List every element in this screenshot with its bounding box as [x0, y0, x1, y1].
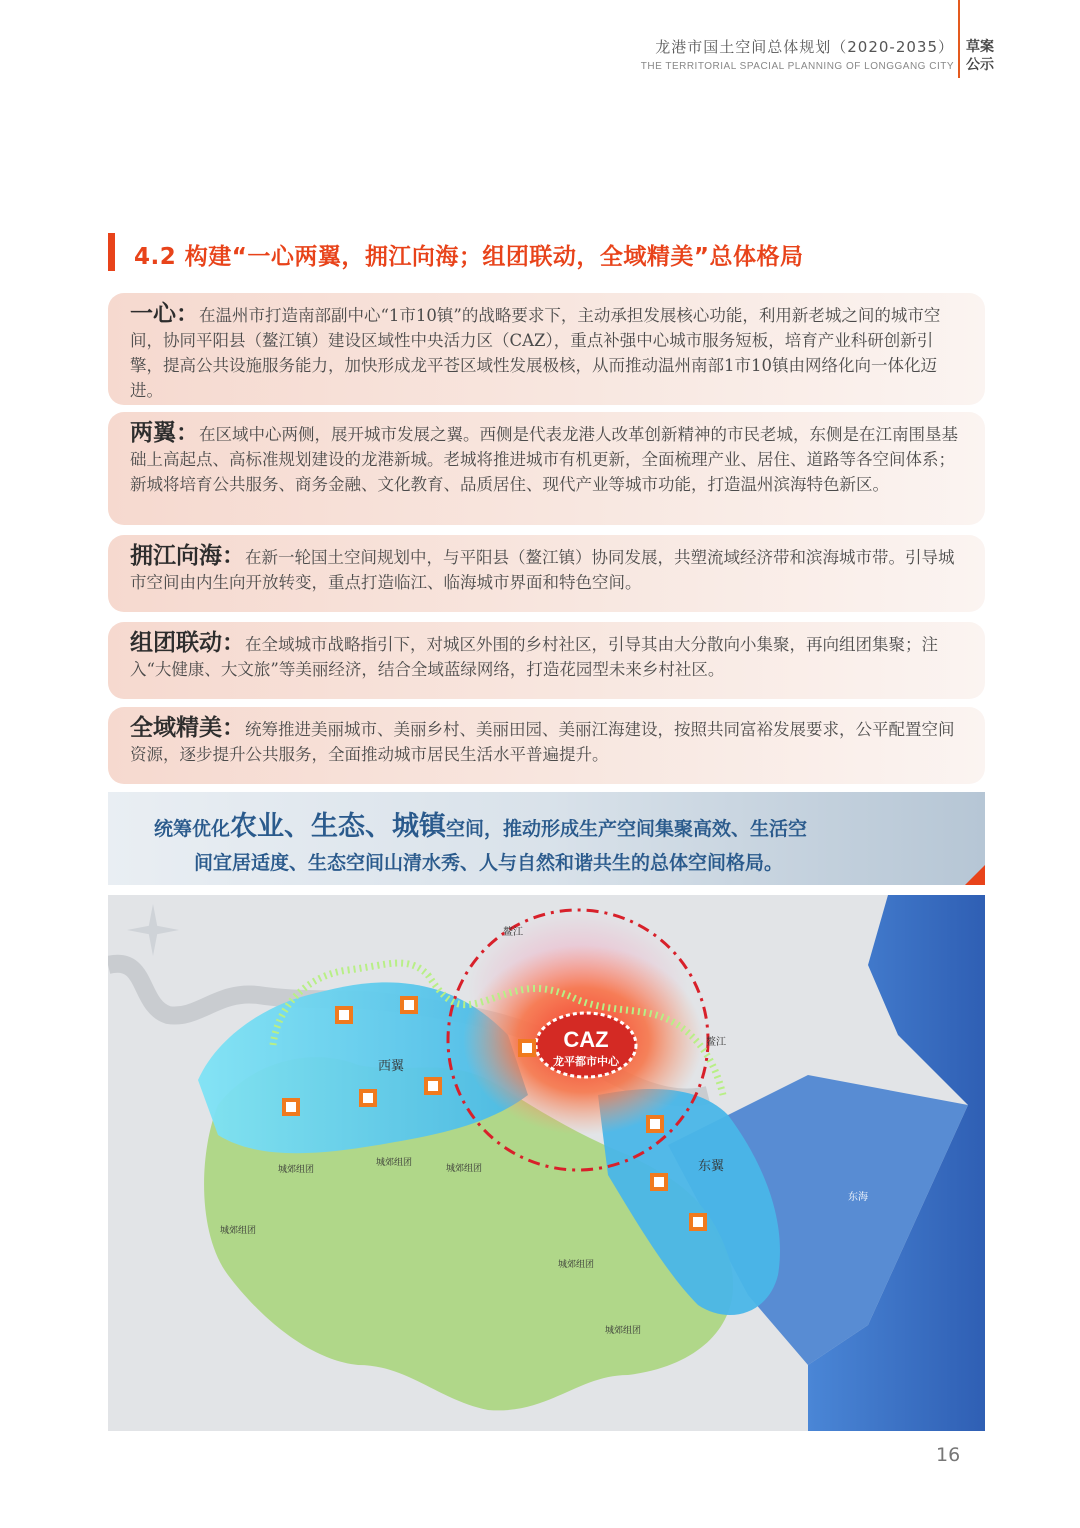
draft-badge [966, 38, 994, 74]
node-marker [652, 1175, 666, 1189]
page-number: 16 [936, 1444, 961, 1466]
suburb-label: 城郊组团 [446, 1164, 483, 1174]
caz-sub-label: 龙平都市中心 [553, 1055, 619, 1068]
header-title-en: THE TERRITORIAL SPACIAL PLANNING OF LONGGANG CITY [640, 61, 954, 72]
strategy-box-cluster-link [108, 622, 985, 699]
suburb-label: 城郊组团 [220, 1226, 257, 1236]
badge-line-1: 草案 [966, 39, 994, 55]
river-label: 鳌江 [503, 927, 523, 938]
strategy-text: 在全域城市战略指引下，对城区外围的乡村社区，引导其由大分散向小集聚，再向组团集聚；注入“大健康、大文旅”等美丽经济，结合全域蓝绿网络，打造花园型未来乡村社区。 [130, 635, 938, 679]
suburb-label: 城郊组团 [376, 1158, 413, 1168]
strategy-paragraph [130, 543, 961, 595]
strategy-paragraph [130, 420, 961, 497]
summary-banner [108, 792, 985, 885]
node-marker [520, 1041, 534, 1055]
map-svg [108, 895, 985, 1431]
strategy-keyword: 全域精美： [130, 714, 245, 741]
suburb-label: 城郊组团 [605, 1326, 642, 1336]
section-marker [108, 233, 115, 271]
caz-label: CAZ [563, 1027, 609, 1052]
node-marker [426, 1079, 440, 1093]
strategy-keyword: 两翼： [130, 419, 199, 446]
banner-pre: 统筹优化 [154, 818, 231, 840]
strategy-text: 在区域中心两侧，展开城市发展之翼。西侧是代表龙港人改革创新精神的市民老城，东侧是在江南围垦基础上高起点、高标准规划建设的龙港新城。老城将推进城市有机更新，全面梳理产业、居住、道路等各空间体系；新城将培育公共服务、商务金融、文化教育、品质居住、现代产业等城市功能，打造温州滨海特色新区。 [130, 425, 958, 494]
banner-post: 空间，推动形成生产空间集聚高效、生活空 [446, 818, 808, 840]
strategy-keyword: 组团联动： [130, 629, 245, 656]
strategy-box-one-core [108, 293, 985, 405]
strategy-box-river-sea [108, 535, 985, 612]
strategy-text: 统筹推进美丽城市、美丽乡村、美丽田园、美丽江海建设，按照共同富裕发展要求，公平配置空间资源，逐步提升公共服务，全面推动城市居民生活水平普遍提升。 [130, 720, 955, 764]
node-marker [284, 1100, 298, 1114]
strategy-paragraph [130, 301, 961, 403]
section-title: 4.2 构建“一心两翼，拥江向海；组团联动，全域精美”总体格局 [134, 244, 804, 270]
strategy-box-whole-area [108, 707, 985, 784]
node-marker [337, 1008, 351, 1022]
strategy-paragraph [130, 630, 961, 682]
banner-corner-accent [965, 865, 985, 885]
west-wing-label: 西翼 [378, 1059, 405, 1074]
strategy-keyword: 一心： [130, 300, 199, 327]
document-header [641, 36, 954, 72]
east-sea-label: 东海 [848, 1192, 868, 1203]
strategy-text: 在新一轮国土空间规划中，与平阳县（鳌江镇）协同发展，共塑流域经济带和滨海城市带。引导城市空间由内生向开放转变，重点打造临江、临海城市界面和特色空间。 [130, 548, 955, 592]
badge-line-2: 公示 [966, 57, 994, 73]
aojiang-label: 鳌江 [706, 1037, 726, 1048]
spatial-structure-map [108, 895, 985, 1431]
node-marker [691, 1215, 705, 1229]
node-marker [402, 998, 416, 1012]
strategy-keyword: 拥江向海： [130, 542, 245, 569]
banner-highlight: 农业、生态、城镇 [230, 811, 447, 842]
banner-line-1 [154, 804, 807, 843]
suburb-label: 城郊组团 [278, 1165, 315, 1175]
strategy-paragraph [130, 715, 961, 767]
header-title-cn: 龙港市国土空间总体规划（2020-2035） [655, 38, 954, 56]
node-marker [648, 1117, 662, 1131]
strategy-box-two-wings [108, 412, 985, 525]
header-divider [958, 0, 960, 78]
suburb-label: 城郊组团 [558, 1260, 595, 1270]
strategy-text: 在温州市打造南部副中心“1市10镇”的战略要求下，主动承担发展核心功能，利用新老城之间的城市空间，协同平阳县（鳌江镇）建设区域性中央活力区（CAZ），重点补强中心城市服务短板，培育产业科研创新引擎，提高公共设施服务能力，加快形成龙平苍区域性发展极核，从而推动温州南部1市10镇由网络化向一体化迈进。 [130, 306, 941, 400]
banner-line-2: 间宜居适度、生态空间山清水秀、人与自然和谐共生的总体空间格局。 [194, 852, 784, 874]
node-marker [361, 1091, 375, 1105]
east-wing-label: 东翼 [698, 1159, 725, 1174]
